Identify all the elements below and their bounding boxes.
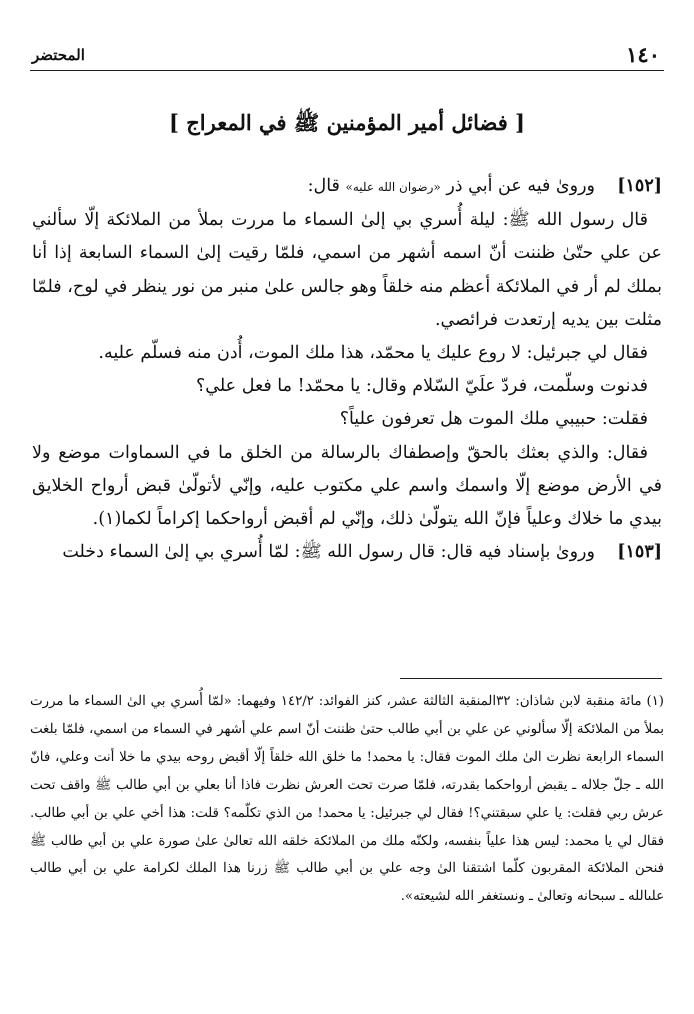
paragraph-152-intro <box>32 170 662 204</box>
footnote-text: مائة منقبة لابن شاذان: ٣٢المنقبة الثالثة عشر، كنز الفوائد: ١٤٢/٢ وفيهما: «لمّا أُسري بي الىٰ السماء ما مررت بملأ من الملائكة إلّا سألوني عن علي بن أبي طالب حتىٰ ظننت أنّ اسم علي أشهر في السماء من اسمي، فلمّا بلغت السماء الرابعة نظرت الىٰ ملك الموت فقال: يا محمد! ما خلق الله خلقاً إلّا أقبض روحه بيدي ما خلا أنت وعلي، فانّ الله ـ جلّ جلاله ـ يقبض أرواحكما بقدرته، فلمّا صرت تحت العرش نظرت فاذا أنا بعلي بن أبي طالب ﷺ واقف تحت عرش ربي فقلت: يا علي سبقتني؟! فقال لي جبرئيل: يا محمد! من الذي تكلّمه؟ قلت: هذا أخي علي بن أبي طالب. فقال لي يا محمد: ليس هذا علياً بنفسه، ولكنّه ملك من الملائكة خلقه الله تعالىٰ علىٰ صورة علي بن أبي طالب ﷺ فنحن الملائكة المقربون كلّما اشتقنا الىٰ وجه علي بن أبي طالب ﷺ زرنا هذا الملك لكرامة علي بن أبي طالب علىالله ـ سبحانه وتعالىٰ ـ ونستغفر الله لشيعته». <box>30 694 664 905</box>
paragraph-text: ورویٰ فيه عن أبي ذر <box>446 176 595 196</box>
page-number: ١٤٠ <box>626 42 660 67</box>
footnote-marker: (١) <box>646 694 664 709</box>
footnote <box>30 688 664 911</box>
paragraph-text: قال: <box>307 176 340 196</box>
paragraph: فقال لي جبرئيل: لا روع عليك يا محمّد، هذا ملك الموت، أُدن منه فسلّم عليه. <box>98 343 648 364</box>
hadith-number: [١٥٢] <box>617 176 662 196</box>
paragraph-153 <box>32 536 662 569</box>
paragraph: فقال: والذي بعثك بالحقّ وإصطفاك بالرسالة من الخلق ما في السماوات موضع ولا في الأرض موضع إلّا واسمك واسم علي مكتوب عليه، وإنّي لأتولّىٰ قبض أرواح الخلايق بيدي ما خلاك وعلياً فإنّ الله يتولّىٰ ذلك، وإنّي لم أقبض أرواحكما إكراماً لكما(١). <box>32 442 662 530</box>
paragraph: قال رسول الله ﷺ: ليلة أُسري بي إلىٰ السماء ما مررت بملأ من الملائكة إلّا سألني عن علي حتّىٰ ظننت أنّ اسمه أشهر من اسمي، فلمّا رقيت إلىٰ السماء السابعة إذا أنا بملك لم أر في الملائكة أعظم منه خلقاً وهو جالس علىٰ منبر من نور ينظر في لوح، فلمّا مثلت بين يديه إرتعدت فرائصي. <box>32 210 662 330</box>
paragraph: فقلت: حبيبي ملك الموت هل تعرفون علياً؟ <box>339 409 648 430</box>
page-header <box>30 40 664 71</box>
section-title: [ فضائل أمير المؤمنين ﷺ في المعراج ] <box>169 110 525 135</box>
hadith-number: [١٥٣] <box>617 542 662 563</box>
main-text <box>32 170 662 569</box>
footnote-divider <box>400 678 662 679</box>
paragraph: فدنوت وسلّمت، فردّ علَيّ السّلام وقال: يا محمّد! ما فعل علي؟ <box>196 376 648 397</box>
honorific: «رضوان الله عليه» <box>345 180 441 194</box>
paragraph-text: ورویٰ بإسناد فيه قال: قال رسول الله ﷺ: لمّا أُسري بي إلىٰ السماء دخلت <box>62 542 595 563</box>
running-title: المحتضر <box>32 46 85 64</box>
